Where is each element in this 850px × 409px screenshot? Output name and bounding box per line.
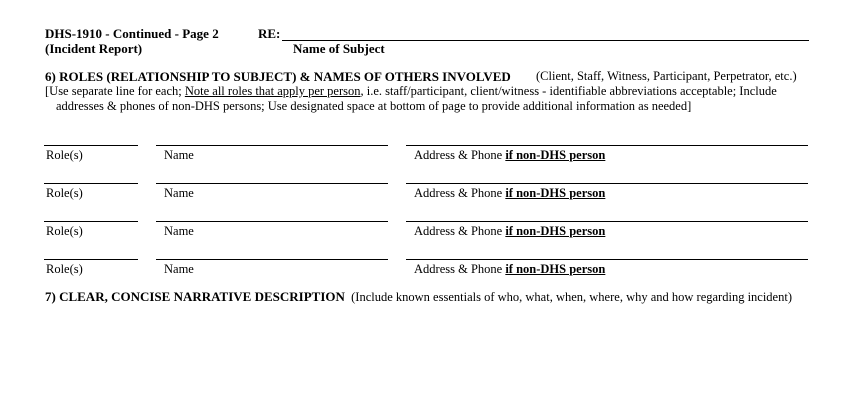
address-input-line[interactable]	[406, 221, 808, 222]
address-label-condition: if non-DHS person	[505, 224, 606, 238]
address-label-text: Address & Phone	[414, 224, 506, 238]
section6-instructions-line1	[45, 84, 777, 99]
address-label	[414, 186, 605, 201]
roles-label: Role(s)	[46, 262, 83, 276]
address-label-text: Address & Phone	[414, 262, 506, 276]
roles-label: Role(s)	[46, 148, 83, 162]
section7-heading: 7) CLEAR, CONCISE NARRATIVE DESCRIPTION	[45, 289, 345, 304]
roles-label: Role(s)	[46, 186, 83, 200]
address-input-line[interactable]	[406, 145, 808, 146]
re-label: RE:	[258, 26, 281, 41]
instr-part-a: [Use separate line for each;	[45, 84, 185, 98]
instr-part-b: Note all roles that apply per person	[184, 84, 361, 98]
name-label: Name	[164, 186, 194, 200]
section7-note: (Include known essentials of who, what, when, where, why and how regarding incident)	[351, 290, 792, 304]
address-label-text: Address & Phone	[414, 148, 506, 162]
name-label: Name	[164, 224, 194, 238]
form-id: DHS-1910 - Continued - Page 2	[45, 26, 219, 41]
address-label	[414, 224, 605, 239]
roles-input-line[interactable]	[44, 221, 138, 222]
roles-input-line[interactable]	[44, 145, 138, 146]
address-input-line[interactable]	[406, 183, 808, 184]
roles-input-line[interactable]	[44, 183, 138, 184]
name-label: Name	[164, 262, 194, 276]
section6-instructions-line2: addresses & phones of non-DHS persons; Use designated space at bottom of page to provide additional information as needed]	[56, 99, 692, 113]
address-label-condition: if non-DHS person	[505, 262, 606, 276]
name-input-line[interactable]	[156, 221, 388, 222]
name-input-line[interactable]	[156, 145, 388, 146]
name-input-line[interactable]	[156, 259, 388, 260]
address-label	[414, 262, 605, 277]
address-label-condition: if non-DHS person	[505, 148, 606, 162]
address-label-text: Address & Phone	[414, 186, 506, 200]
address-input-line[interactable]	[406, 259, 808, 260]
name-label: Name	[164, 148, 194, 162]
address-label	[414, 148, 605, 163]
roles-label: Role(s)	[46, 224, 83, 238]
address-label-condition: if non-DHS person	[505, 186, 606, 200]
instr-part-c: , i.e. staff/participant, client/witness - identifiable abbreviations acceptable; Include	[360, 84, 777, 98]
narrative-textarea[interactable]	[45, 310, 810, 400]
form-subtitle: (Incident Report)	[45, 41, 143, 56]
name-input-line[interactable]	[156, 183, 388, 184]
name-of-subject-label: Name of Subject	[293, 41, 385, 56]
section7-heading-line	[45, 289, 792, 305]
roles-input-line[interactable]	[44, 259, 138, 260]
section6-heading: 6) ROLES (RELATIONSHIP TO SUBJECT) & NAMES OF OTHERS INVOLVED	[45, 69, 511, 84]
section6-examples: (Client, Staff, Witness, Participant, Perpetrator, etc.)	[536, 69, 797, 83]
